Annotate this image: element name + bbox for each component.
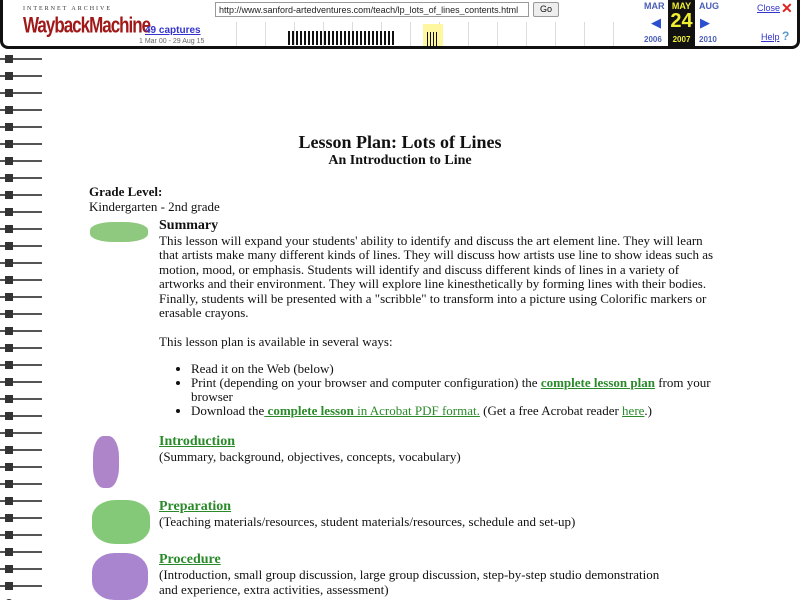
preparation-illustration xyxy=(92,500,150,544)
list-item xyxy=(191,404,719,418)
next-year[interactable]: 2010 xyxy=(699,35,717,44)
preparation-link[interactable]: Preparation xyxy=(159,499,232,514)
capture-range: 1 Mar 00 - 29 Aug 15 xyxy=(139,38,205,45)
capture-histogram xyxy=(288,31,396,45)
help-icon[interactable]: ? xyxy=(782,29,790,43)
procedure-desc: (Introduction, small group discussion, large group discussion, step-by-step studio demonstration and experience, extra activities, assessment) xyxy=(159,567,660,597)
availability-text: This lesson plan is available in several ways: xyxy=(159,333,393,349)
wayback-logo[interactable]: WaybackMachine xyxy=(23,13,151,38)
print-text: Print (depending on your browser and computer configuration) the xyxy=(191,375,541,390)
download-text: Download the xyxy=(191,403,265,418)
acrobat-text-end: .) xyxy=(644,403,653,418)
list-item xyxy=(191,362,719,376)
prev-arrow-icon[interactable]: ◀ xyxy=(651,15,661,30)
page-title: Lesson Plan: Lots of Lines xyxy=(298,132,502,152)
complete-lesson-link[interactable]: complete lesson xyxy=(264,403,354,418)
summary-heading: Summary xyxy=(159,218,219,233)
close-icon[interactable]: ✕ xyxy=(781,0,793,16)
introduction-illustration xyxy=(93,436,119,488)
summary-illustration xyxy=(90,222,148,242)
url-input[interactable] xyxy=(215,2,529,17)
prev-year[interactable]: 2006 xyxy=(644,35,662,44)
cur-month: MAY xyxy=(671,1,692,11)
cur-day: 24 xyxy=(670,10,693,32)
summary-text: This lesson will expand your students' ability to identify and discuss the art element line. They will learn that artists make many different kinds of lines. They will discuss how artists use line to show ideas such as motion, mood, or emphasis. Students will identify and discuss different kinds of lines in a variety of artworks and their environment. They will explore line kinesthetically by forming lines with their bodies. Finally, students will be presented with a "scribble" to transform into a picture using Colorific markers or erasable crayons. xyxy=(159,232,714,320)
complete-lesson-plan-link[interactable]: complete lesson plan xyxy=(540,375,655,390)
page-subtitle: An Introduction to Line xyxy=(328,153,472,168)
ways-list xyxy=(191,362,719,418)
pdf-format-link[interactable]: in Acrobat PDF format. xyxy=(353,403,480,418)
current-capture xyxy=(668,0,695,46)
cur-year: 2007 xyxy=(672,35,691,44)
next-month[interactable]: AUG xyxy=(699,1,719,11)
current-year-highlight xyxy=(423,24,443,46)
go-button[interactable]: Go xyxy=(533,2,559,17)
logo-caption: INTERNET ARCHIVE xyxy=(23,6,113,12)
captures-link[interactable]: 49 captures xyxy=(145,25,201,36)
acrobat-here-link[interactable]: here xyxy=(622,403,645,418)
procedure-illustration xyxy=(92,553,148,600)
help-link[interactable]: Help xyxy=(761,32,780,42)
procedure-link[interactable]: Procedure xyxy=(159,552,221,567)
read-web-text: Read it on the Web (below) xyxy=(191,361,334,376)
introduction-link[interactable]: Introduction xyxy=(159,434,235,449)
capture-timeline[interactable] xyxy=(208,22,638,46)
close-link[interactable]: Close xyxy=(757,3,781,13)
print-text-end: from your browser xyxy=(191,375,711,404)
grade-value: Kindergarten - 2nd grade xyxy=(89,199,220,214)
introduction-desc: (Summary, background, objectives, concepts, vocabulary) xyxy=(159,449,461,464)
grade-label: Grade Level: xyxy=(89,184,163,199)
preparation-desc: (Teaching materials/resources, student materials/resources, schedule and set-up) xyxy=(159,514,576,529)
prev-month[interactable]: MAR xyxy=(644,1,665,11)
wayback-toolbar xyxy=(0,0,800,49)
next-arrow-icon[interactable]: ▶ xyxy=(700,15,710,30)
acrobat-text: (Get a free Acrobat reader xyxy=(479,403,623,418)
list-item xyxy=(191,376,719,404)
